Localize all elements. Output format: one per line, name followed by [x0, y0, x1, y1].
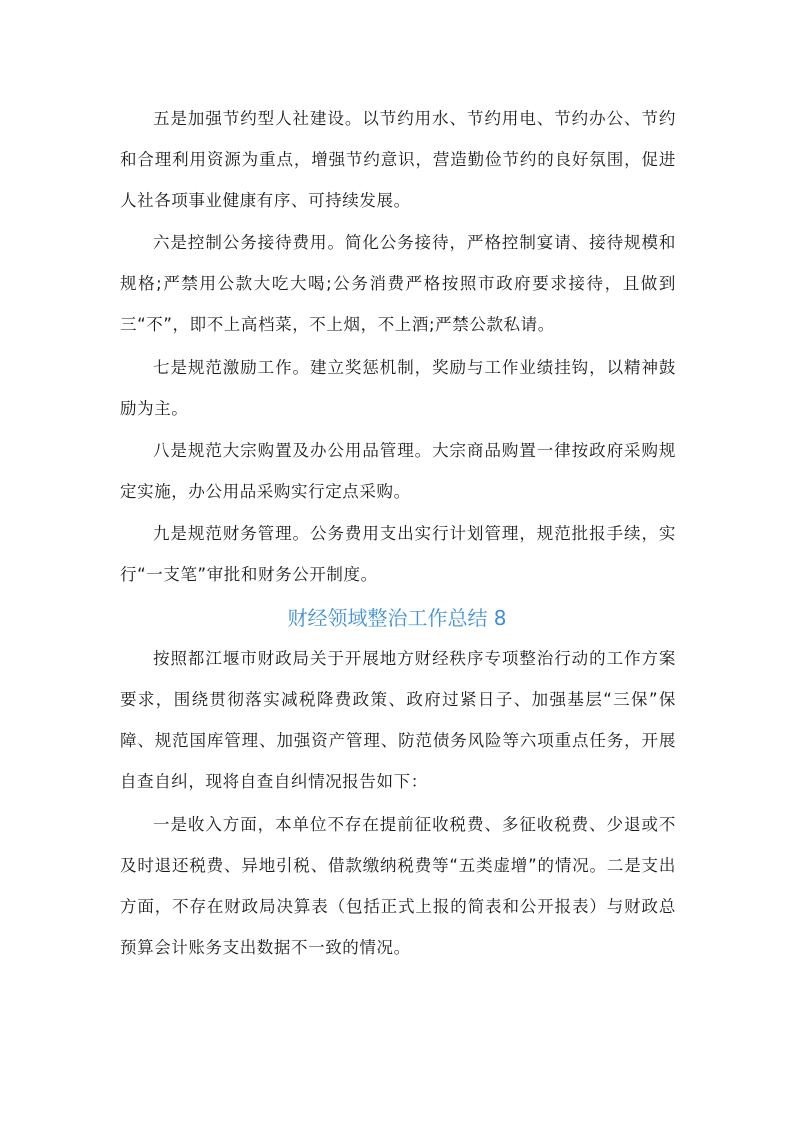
section-heading: 财经领域整治工作总结 8: [287, 606, 507, 630]
paragraph-intro: 按照都江堰市财政局关于开展地方财经秩序专项整治行动的工作方案要求，围绕贯彻落实减税降费政策、政府过紧日子、加强基层“三保”保障、规范国库管理、加强资产管理、防范债务风险等六项重点任务，开展自查自纠，现将自查自纠情况报告如下：: [120, 649, 676, 791]
paragraph-income-expense: 一是收入方面，本单位不存在提前征收税费、多征收税费、少退或不及时退还税费、异地引税、借款缴纳税费等“五类虚增”的情况。二是支出方面，不存在财政局决算表（包括正式上报的简表和公开报表）与财政总预算会计账务支出数据不一致的情况。: [120, 815, 676, 957]
paragraph-seven: 七是规范激励工作。建立奖惩机制，奖励与工作业绩挂钩，以精神鼓励为主。: [120, 358, 676, 418]
paragraph-five: 五是加强节约型人社建设。以节约用水、节约用电、节约办公、节约和合理利用资源为重点，增强节约意识，营造勤俭节约的良好氛围，促进人社各项事业健康有序、可持续发展。: [120, 109, 676, 210]
paragraph-eight: 八是规范大宗购置及办公用品管理。大宗商品购置一律按政府采购规定实施，办公用品采购实行定点采购。: [120, 441, 676, 501]
paragraph-six: 六是控制公务接待费用。简化公务接待，严格控制宴请、接待规模和规格;严禁用公款大吃大喝;公务消费严格按照市政府要求接待，且做到三“不”，即不上高档菜，不上烟，不上酒;严禁公款私请。: [120, 233, 676, 334]
paragraph-nine: 九是规范财务管理。公务费用支出实行计划管理，规范批报手续，实行“一支笔”审批和财务公开制度。: [120, 524, 676, 584]
